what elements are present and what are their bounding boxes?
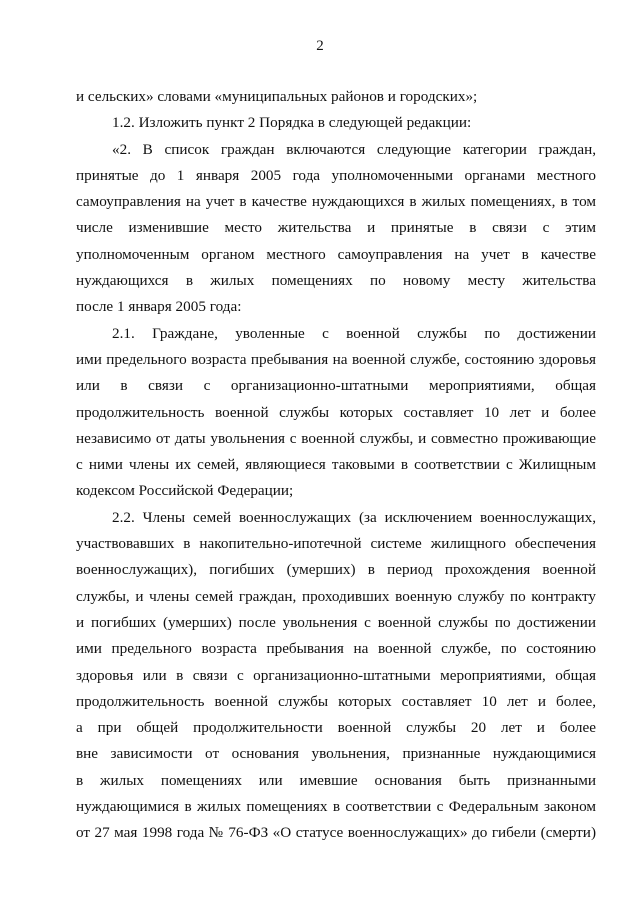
text-line: продолжительность военной службы которых составляет 10 лет и более, [76, 692, 596, 710]
text-line: и сельских» словами «муниципальных районов и городских»; [76, 88, 478, 105]
text-line: нуждающихся в жилых помещениях по новому месту жительства [76, 272, 596, 290]
text-line: «2. В список граждан включаются следующие категории граждан, [112, 140, 596, 158]
text-line: от 27 мая 1998 года № 76-ФЗ «О статусе военнослужащих» до гибели (смерти) [76, 824, 596, 842]
text-line: 1.2. Изложить пункт 2 Порядка в следующей редакции: [112, 114, 472, 132]
text-line: продолжительность военной службы которых составляет 10 лет и более [76, 403, 596, 421]
text-line: кодексом Российской Федерации; [76, 482, 294, 500]
text-line: самоуправления на учет в качестве нуждающихся в жилых помещениях, в том [76, 193, 596, 211]
text-line: числе изменившие место жительства и принятые в связи с этим [76, 219, 596, 237]
text-line: уполномоченным органом местного самоуправления на учет в качестве [76, 245, 596, 263]
text-line: вне зависимости от основания увольнения, признанные нуждающимися [76, 745, 596, 763]
text-line: принятые до 1 января 2005 года уполномоченными органами местного [76, 166, 596, 184]
text-line: здоровья или в связи с организационно-штатными мероприятиями, общая [76, 666, 596, 684]
text-line: ими предельного возраста пребывания на военной службе, по состоянию [76, 640, 596, 658]
text-line: 2.2. Члены семей военнослужащих (за исключением военнослужащих, [112, 508, 596, 526]
text-line: а при общей продолжительности военной службы 20 лет и более [76, 719, 596, 737]
page-number: 2 [316, 38, 324, 54]
text-line: после 1 января 2005 года: [76, 298, 242, 316]
text-line: службы, и члены семей граждан, проходивших военную службу по контракту [76, 587, 596, 605]
text-line: независимо от даты увольнения с военной службы, и совместно проживающие [76, 429, 596, 447]
text-line: военнослужащих), погибших (умерших) в период прохождения военной [76, 561, 596, 579]
text-line: в жилых помещениях или имевшие основания быть признанными [76, 771, 596, 789]
text-line: ими предельного возраста пребывания на военной службе, состоянию здоровья [76, 350, 596, 368]
document-body [76, 84, 596, 847]
text-line: с ними члены их семей, являющиеся таковыми в соответствии с Жилищным [76, 456, 596, 474]
text-line: и погибших (умерших) после увольнения с военной службы по достижении [76, 613, 596, 631]
text-line: участвовавших в накопительно-ипотечной системе жилищного обеспечения [76, 535, 596, 553]
text-line: нуждающимися в жилых помещениях в соответствии с Федеральным законом [76, 798, 596, 816]
text-line: или в связи с организационно-штатными мероприятиями, общая [76, 377, 596, 395]
text-line: 2.1. Граждане, уволенные с военной службы по достижении [112, 324, 596, 342]
